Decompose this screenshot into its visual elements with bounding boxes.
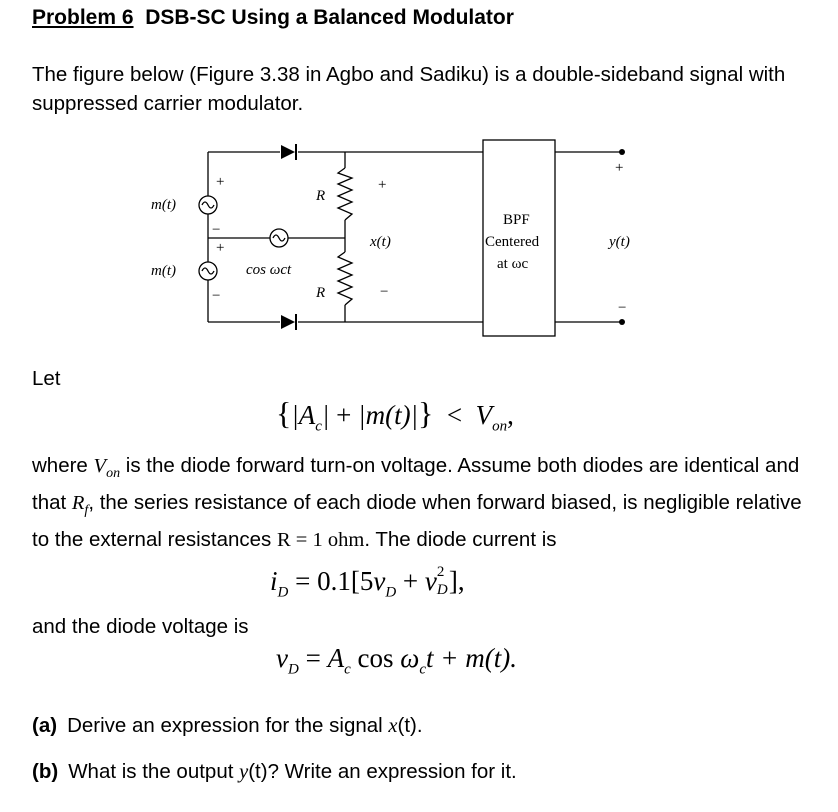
question-b: (b) What is the output y(t)? Write an expression for it. <box>32 760 517 783</box>
bpf-line-1: BPF <box>503 212 530 228</box>
bpf-line-2: Centered <box>485 234 540 250</box>
y-label: y(t) <box>609 234 630 250</box>
bpf-line-3: at ωc <box>497 256 529 272</box>
minus-sign: − <box>212 222 221 238</box>
resistor-top-label: R <box>316 188 326 204</box>
plus-sign: + <box>378 177 387 193</box>
diode-current-equation: $i_D = 0.1[5v_D + v$ 2 D ], <box>270 564 465 601</box>
plus-sign: + <box>216 174 225 190</box>
diode-voltage-equation: $v_D = A_c$ $\cos \omega_ct + m(t)$. <box>276 643 517 678</box>
plus-sign: + <box>216 240 225 256</box>
output-terminal-top <box>619 149 625 155</box>
problem-heading: DSB-SC Using a Balanced Modulator <box>145 6 514 29</box>
x-label: x(t) <box>370 234 391 250</box>
output-terminal-bottom <box>619 319 625 325</box>
problem-number: Problem 6 <box>32 6 134 29</box>
diode-top <box>281 144 296 160</box>
intro-paragraph: The figure below (Figure 3.38 in Agbo and Sadiku) is a double-sideband signal with suppressed carrier modulator. <box>32 63 786 115</box>
let-label: Let <box>32 367 61 390</box>
minus-sign: − <box>212 288 221 304</box>
source-bottom-label: m(t) <box>151 263 176 279</box>
and-voltage-text: and the diode voltage is <box>32 615 249 638</box>
turn-on-inequality: $\{|A_c| + |m(t)|\} < V_{on}$, <box>276 395 514 435</box>
balanced-modulator-circuit <box>0 0 838 360</box>
minus-sign: − <box>380 284 389 300</box>
source-top-label: m(t) <box>151 197 176 213</box>
carrier-label: cos ωct <box>246 262 292 278</box>
diode-bottom <box>281 314 296 330</box>
minus-sign: − <box>618 300 627 316</box>
where-paragraph: where $V_{on}$ is the diode forward turn-on voltage. Assume both diodes are identical and that $R_f$, the series resistance of each diode when forward biased, is negligible relative to the external resistances R = 1 ohm. The diode current is <box>32 454 802 552</box>
plus-sign: + <box>615 160 624 176</box>
resistor-bottom-label: R <box>316 285 326 301</box>
question-a: (a) Derive an expression for the signal x(t). <box>32 714 423 737</box>
